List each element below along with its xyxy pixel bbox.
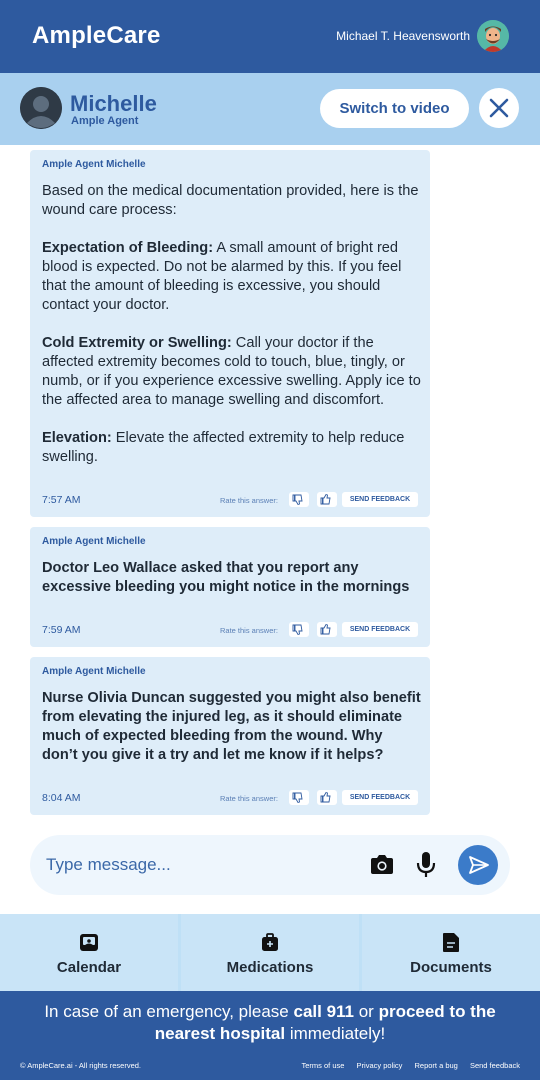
privacy-link[interactable]: Privacy policy: [356, 1061, 403, 1070]
thumbs-down-button[interactable]: [289, 622, 309, 637]
emergency-text: or: [354, 1002, 379, 1021]
emergency-notice: [20, 1001, 520, 1045]
thumbs-up-button[interactable]: [317, 492, 337, 507]
section-text: A small amount of bright red blood is expected. Do not be alarmed by this. If you feel that the amount of bleeding is excessive, you should contact your doctor.: [42, 240, 402, 313]
send-feedback-link[interactable]: Send feedback: [469, 1061, 520, 1070]
message-time: 8:04 AM: [42, 792, 81, 804]
thumbs-up-icon: [317, 492, 337, 507]
medical-bag-icon: [259, 931, 281, 953]
rate-label: Rate this answer:: [220, 496, 278, 505]
user-avatar[interactable]: [477, 20, 509, 52]
terms-link[interactable]: Terms of use: [301, 1061, 345, 1070]
camera-icon: [368, 853, 396, 877]
emergency-text: immediately!: [285, 1024, 386, 1043]
message-intro: Based on the medical documentation provided, here is the wound care process:: [42, 183, 419, 218]
close-chat-button[interactable]: [479, 88, 519, 128]
send-feedback-button[interactable]: SEND FEEDBACK: [342, 492, 418, 507]
agent-avatar-icon: [20, 87, 62, 129]
nav-documents[interactable]: [362, 914, 540, 991]
report-bug-link[interactable]: Report a bug: [414, 1061, 458, 1070]
switch-to-video-button[interactable]: Switch to video: [320, 89, 469, 128]
message-body: Nurse Olivia Duncan suggested you might also benefit from elevating the injured leg, as it should eliminate much of expected bleeding from the wound. Why don’t you give it a try and let me know if it helps?: [42, 690, 421, 763]
message-section: [42, 239, 422, 315]
footer-row: [20, 1061, 520, 1073]
thumbs-down-button[interactable]: [289, 492, 309, 507]
thumbs-up-button[interactable]: [317, 622, 337, 637]
section-heading: Cold Extremity or Swelling:: [42, 335, 232, 351]
top-bar: [0, 0, 540, 73]
message-body: Doctor Leo Wallace asked that you report any excessive bleeding you might notice in the mornings: [42, 560, 410, 595]
message-sender: Ample Agent Michelle: [42, 666, 146, 677]
nav-medications-label: Medications: [226, 959, 314, 976]
calendar-icon: [78, 931, 100, 953]
section-text: Elevate the affected extremity to help reduce swelling.: [42, 430, 405, 465]
brand-logo[interactable]: AmpleCare: [32, 22, 161, 49]
footer-links: [292, 1061, 521, 1070]
message-section: [42, 429, 422, 467]
thumbs-up-button[interactable]: [317, 790, 337, 805]
message-footer: [42, 622, 418, 638]
thumbs-up-icon: [317, 790, 337, 805]
section-heading: Expectation of Bleeding:: [42, 240, 214, 256]
send-feedback-button[interactable]: SEND FEEDBACK: [342, 622, 418, 637]
message-sender: Ample Agent Michelle: [42, 536, 146, 547]
emergency-call-911: call 911: [293, 1002, 354, 1021]
thumbs-down-icon: [289, 622, 309, 637]
section-heading: Elevation:: [42, 430, 112, 446]
microphone-icon: [414, 851, 438, 879]
message-composer: [30, 835, 510, 895]
nav-medications[interactable]: [181, 914, 359, 991]
message-time: 7:57 AM: [42, 494, 81, 506]
close-icon: [479, 88, 519, 128]
user-name[interactable]: Michael T. Heavensworth: [336, 29, 470, 43]
agent-role: Ample Agent: [71, 115, 139, 127]
agent-name: Michelle: [70, 91, 157, 116]
thumbs-down-icon: [289, 492, 309, 507]
chat-message: [30, 527, 430, 647]
emergency-footer: [0, 991, 540, 1080]
chat-message: [30, 150, 430, 517]
message-input[interactable]: [46, 850, 346, 880]
thumbs-up-icon: [317, 622, 337, 637]
send-icon: [458, 845, 498, 885]
message-footer: [42, 492, 418, 508]
message-body: [42, 182, 422, 467]
agent-bar: [0, 73, 540, 145]
document-icon: [440, 931, 462, 953]
copyright: © AmpleCare.ai - All rights reserved.: [20, 1061, 141, 1070]
send-feedback-button[interactable]: SEND FEEDBACK: [342, 790, 418, 805]
message-time: 7:59 AM: [42, 624, 81, 636]
message-section: [42, 334, 422, 410]
chat-message: [30, 657, 430, 815]
thumbs-down-button[interactable]: [289, 790, 309, 805]
send-button[interactable]: [458, 845, 498, 885]
rate-label: Rate this answer:: [220, 794, 278, 803]
emergency-hospital: proceed to the nearest hospital: [154, 1002, 496, 1043]
message-footer: [42, 790, 418, 806]
camera-button[interactable]: [368, 853, 396, 877]
emergency-text: In case of an emergency, please: [44, 1002, 294, 1021]
nav-calendar-label: Calendar: [56, 959, 122, 976]
message-sender: Ample Agent Michelle: [42, 159, 146, 170]
nav-documents-label: Documents: [410, 959, 492, 976]
bottom-navigation: [0, 914, 540, 991]
microphone-button[interactable]: [414, 851, 438, 879]
rate-label: Rate this answer:: [220, 626, 278, 635]
nav-calendar[interactable]: [0, 914, 178, 991]
thumbs-down-icon: [289, 790, 309, 805]
section-text: Call your doctor if the affected extremity becomes cold to touch, blue, tingly, or numb, or if you experience excessive swelling. Apply ice to the affected area to manage swelling and discomfort.: [42, 335, 421, 408]
